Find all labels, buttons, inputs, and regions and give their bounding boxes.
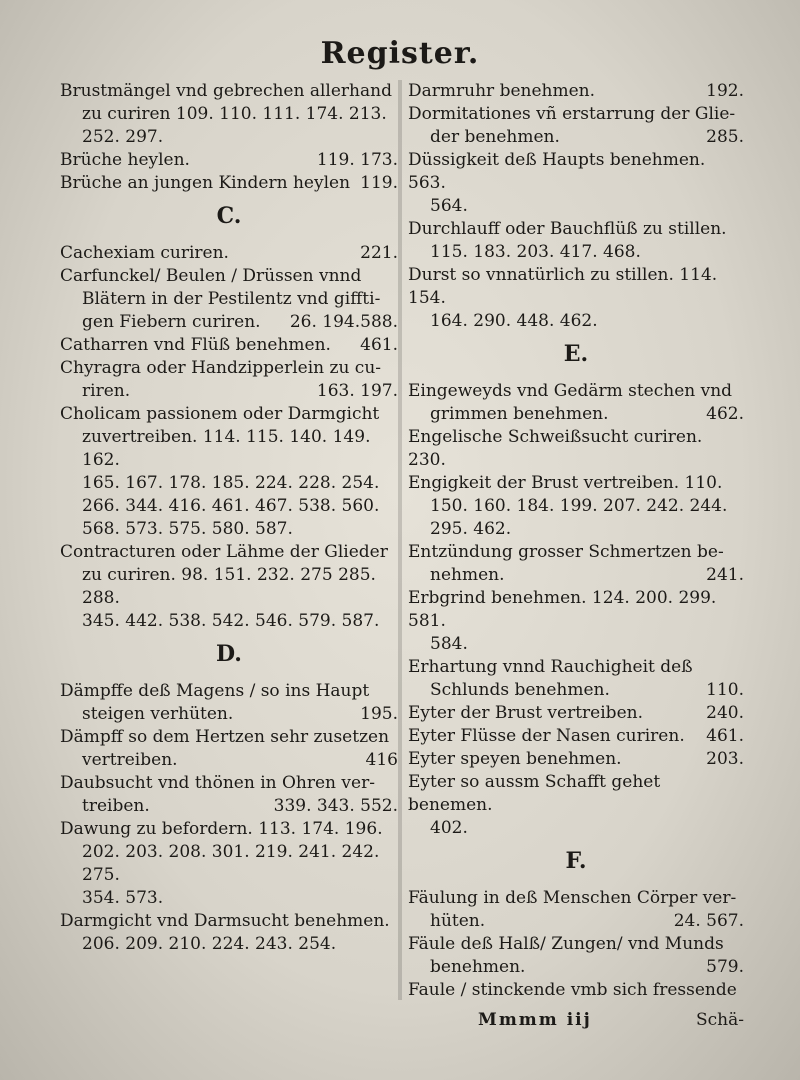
entry-continuation bbox=[60, 749, 398, 772]
index-entry bbox=[60, 80, 398, 149]
entry-continuation bbox=[60, 311, 398, 334]
entry-continuation-text: riren. bbox=[82, 381, 131, 401]
column-divider bbox=[398, 80, 402, 1000]
index-entry bbox=[408, 887, 744, 933]
index-entry bbox=[60, 541, 398, 633]
right-column bbox=[408, 80, 744, 1002]
index-entry bbox=[60, 403, 398, 541]
entry-continuation-text: gen Fiebern curiren. bbox=[82, 312, 261, 332]
entry-pages: 339. 343. 552. bbox=[273, 796, 398, 816]
entry-pages: 119. 173. bbox=[316, 150, 398, 170]
entry-continuation-text: Schlunds benehmen. bbox=[430, 680, 610, 700]
entry-continuation: 584. bbox=[430, 634, 468, 654]
section-letter-c: C. bbox=[216, 203, 242, 229]
index-entry bbox=[60, 357, 398, 403]
index-entry bbox=[408, 771, 744, 840]
entry-pages: 119. bbox=[360, 173, 398, 193]
entry-text: Erhartung vnnd Rauchigheit deß bbox=[408, 657, 693, 677]
entry-text: Cholicam passionem oder Darmgicht bbox=[60, 404, 380, 424]
entry-continuation: 164. 290. 448. 462. bbox=[430, 311, 598, 331]
entry-text: Düssigkeit deß Haupts benehmen. 563. bbox=[408, 150, 706, 193]
index-entry bbox=[408, 702, 744, 725]
index-entry bbox=[60, 910, 398, 956]
entry-continuation: 402. bbox=[430, 818, 468, 838]
index-entry bbox=[408, 587, 744, 656]
entry-pages: 416 bbox=[365, 750, 398, 770]
entry-pages: 195. bbox=[360, 704, 398, 724]
entry-text: Eyter der Brust vertreiben. bbox=[408, 703, 643, 723]
entry-pages: 110. bbox=[706, 680, 744, 700]
entry-text: Eyter Flüsse der Nasen curiren. bbox=[408, 726, 685, 746]
index-entry bbox=[60, 772, 398, 818]
entry-continuation-text: benehmen. bbox=[430, 957, 526, 977]
section-letter-f: F. bbox=[565, 848, 587, 874]
entry-continuation-text: vertreiben. bbox=[82, 750, 178, 770]
entry-pages: 26. 194.588. bbox=[289, 312, 398, 332]
entry-text: Contracturen oder Lähme der Glieder bbox=[60, 542, 388, 562]
entry-continuation bbox=[408, 956, 744, 979]
entry-text: Eyter so aussm Schafft gehet benemen. bbox=[408, 772, 661, 815]
index-entry bbox=[60, 726, 398, 772]
section-letter-d: D. bbox=[216, 641, 242, 667]
index-entry bbox=[408, 80, 744, 103]
index-entry bbox=[60, 818, 398, 910]
index-entry bbox=[408, 149, 744, 218]
entry-text: Chyragra oder Handzipperlein zu cu- bbox=[60, 358, 382, 378]
index-entry bbox=[408, 264, 744, 333]
entry-continuation bbox=[408, 564, 744, 587]
index-entry bbox=[408, 472, 744, 541]
index-entry bbox=[60, 149, 398, 172]
entry-text: Darmgicht vnd Darmsucht benehmen. bbox=[60, 911, 390, 931]
entry-text: Daubsucht vnd thönen in Ohren ver- bbox=[60, 773, 375, 793]
page-title: Register. bbox=[320, 36, 480, 71]
index-entry bbox=[60, 265, 398, 334]
entry-pages: 163. 197. bbox=[316, 381, 398, 401]
entry-continuation bbox=[408, 679, 744, 702]
entry-continuation-text: grimmen benehmen. bbox=[430, 404, 609, 424]
entry-text: Dormitationes vñ erstarrung der Glie- bbox=[408, 104, 736, 124]
index-entry bbox=[408, 748, 744, 771]
entry-text: Engigkeit der Brust vertreiben. 110. bbox=[408, 473, 723, 493]
index-entry bbox=[408, 541, 744, 587]
entry-text: Catharren vnd Flüß benehmen. bbox=[60, 335, 331, 355]
index-entry bbox=[408, 725, 744, 748]
entry-continuation-text: nehmen. bbox=[430, 565, 505, 585]
entry-text: Dämpffe deß Magens / so ins Haupt bbox=[60, 681, 370, 701]
entry-continuation-text: der benehmen. bbox=[430, 127, 560, 147]
entry-continuation bbox=[60, 380, 398, 403]
entry-continuation-text: hüten. bbox=[430, 911, 486, 931]
entry-continuation bbox=[408, 126, 744, 149]
entry-pages: 24. 567. bbox=[673, 911, 744, 931]
entry-continuation: 252. 297. bbox=[82, 127, 164, 147]
index-entry bbox=[60, 172, 398, 195]
entry-continuation: 345. 442. 538. 542. 546. 579. 587. bbox=[82, 611, 380, 631]
entry-text: Fäulung in deß Menschen Cörper ver- bbox=[408, 888, 737, 908]
entry-text: Engelische Schweißsucht curiren. 230. bbox=[408, 427, 703, 470]
index-entry bbox=[408, 218, 744, 264]
entry-text: Eyter speyen benehmen. bbox=[408, 749, 622, 769]
index-entry bbox=[60, 334, 398, 357]
entry-text: Brustmängel vnd gebrechen allerhand bbox=[60, 81, 392, 101]
entry-text: Carfunckel/ Beulen / Drüssen vnnd bbox=[60, 266, 362, 286]
entry-text: Darmruhr benehmen. bbox=[408, 81, 595, 101]
entry-continuation: 564. bbox=[430, 196, 468, 216]
entry-text: Brüche heylen. bbox=[60, 150, 190, 170]
entry-text: Entzündung grosser Schmertzen be- bbox=[408, 542, 724, 562]
entry-text: Eingeweyds vnd Gedärm stechen vnd bbox=[408, 381, 733, 401]
entry-text: Cachexiam curiren. bbox=[60, 243, 229, 263]
entry-continuation: 202. 203. 208. 301. 219. 241. 242. 275. bbox=[82, 842, 380, 885]
left-column bbox=[60, 80, 398, 956]
index-entry bbox=[408, 103, 744, 149]
entry-pages: 221. bbox=[360, 243, 398, 263]
entry-continuation: 266. 344. 416. 461. 467. 538. 560. bbox=[82, 496, 380, 516]
entry-pages: 203. bbox=[706, 749, 744, 769]
index-entry bbox=[408, 380, 744, 426]
entry-pages: 241. bbox=[706, 565, 744, 585]
catchword: Schä- bbox=[696, 1010, 744, 1030]
index-entry bbox=[408, 656, 744, 702]
entry-continuation: 115. 183. 203. 417. 468. bbox=[430, 242, 641, 262]
entry-pages: 579. bbox=[706, 957, 744, 977]
entry-text: Durst so vnnatürlich zu stillen. 114. 154. bbox=[408, 265, 718, 308]
entry-text: Erbgrind benehmen. 124. 200. 299. 581. bbox=[408, 588, 717, 631]
entry-continuation bbox=[60, 703, 398, 726]
entry-continuation-text: treiben. bbox=[82, 796, 150, 816]
index-entry bbox=[60, 242, 398, 265]
index-entry bbox=[60, 680, 398, 726]
entry-continuation: 295. 462. bbox=[430, 519, 512, 539]
entry-continuation: 206. 209. 210. 224. 243. 254. bbox=[82, 934, 337, 954]
entry-pages: 461. bbox=[706, 726, 744, 746]
entry-continuation: 165. 167. 178. 185. 224. 228. 254. bbox=[82, 473, 380, 493]
entry-continuation bbox=[60, 795, 398, 818]
entry-continuation: Blätern in der Pestilentz vnd giffti- bbox=[82, 289, 381, 309]
entry-continuation: 354. 573. bbox=[82, 888, 164, 908]
index-entry bbox=[408, 979, 744, 1002]
entry-continuation: zuvertreiben. 114. 115. 140. 149. 162. bbox=[82, 427, 371, 470]
entry-text: Brüche an jungen Kindern heylen bbox=[60, 173, 351, 193]
entry-text: Dawung zu befordern. 113. 174. 196. bbox=[60, 819, 383, 839]
entry-pages: 285. bbox=[706, 127, 744, 147]
entry-continuation: zu curiren. 98. 151. 232. 275 285. 288. bbox=[82, 565, 376, 608]
entry-continuation bbox=[408, 910, 744, 933]
entry-pages: 462. bbox=[706, 404, 744, 424]
entry-continuation: 150. 160. 184. 199. 207. 242. 244. bbox=[430, 496, 728, 516]
entry-continuation: zu curiren 109. 110. 111. 174. 213. bbox=[82, 104, 387, 124]
index-entry bbox=[408, 426, 744, 472]
entry-pages: 240. bbox=[706, 703, 744, 723]
entry-text: Dämpff so dem Hertzen sehr zusetzen bbox=[60, 727, 390, 747]
entry-pages: 192. bbox=[706, 81, 744, 101]
section-letter-e: E. bbox=[563, 341, 589, 367]
index-entry bbox=[408, 933, 744, 979]
entry-text: Faule / stinckende vmb sich fressende bbox=[408, 980, 737, 1000]
entry-text: Durchlauff oder Bauchflüß zu stillen. bbox=[408, 219, 727, 239]
entry-pages: 461. bbox=[360, 335, 398, 355]
entry-continuation: 568. 573. 575. 580. 587. bbox=[82, 519, 293, 539]
entry-continuation bbox=[408, 403, 744, 426]
entry-text: Fäule deß Halß/ Zungen/ vnd Munds bbox=[408, 934, 724, 954]
entry-continuation-text: steigen verhüten. bbox=[82, 704, 234, 724]
signature-mark: Mmmm iij bbox=[478, 1010, 592, 1030]
